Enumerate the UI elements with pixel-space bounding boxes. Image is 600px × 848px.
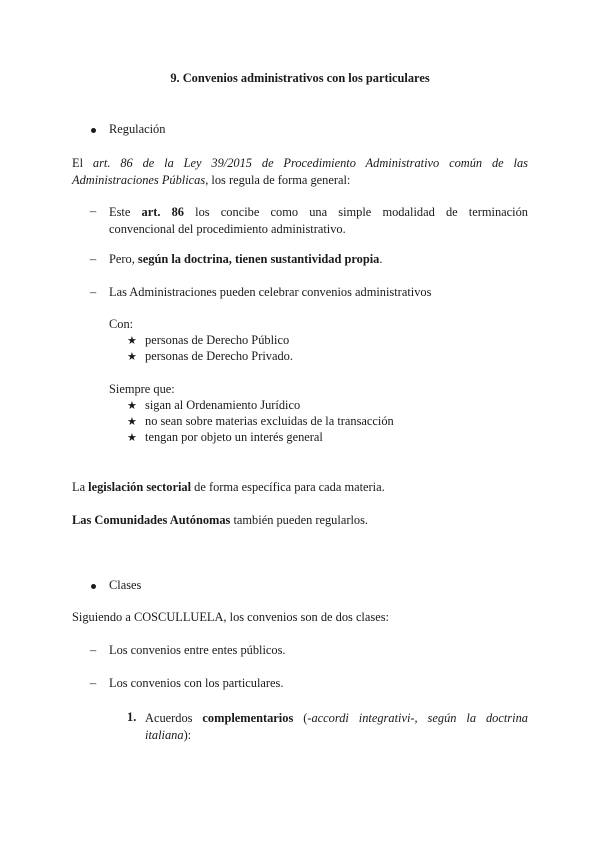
regulacion-intro: El art. 86 de la Ley 39/2015 de Procedimiento Administrativo común de las Administraciones Públicas, los regula de forma general: bbox=[72, 156, 529, 187]
dash-icon: – bbox=[90, 204, 97, 218]
siempre-item: no sean sobre materias excluidas de la transacción bbox=[145, 414, 394, 428]
dash-item-doctrina: Pero, según la doctrina, tienen sustantividad propia. bbox=[109, 252, 383, 266]
con-item: personas de Derecho Privado. bbox=[145, 349, 293, 363]
dash-icon: – bbox=[90, 285, 97, 299]
dash-icon: – bbox=[90, 676, 97, 690]
section-heading-regulacion: Regulación bbox=[109, 122, 166, 136]
star-icon: ★ bbox=[127, 399, 137, 412]
numbered-item-complementarios: Acuerdos complementarios (-accordi integrativi-, según la doctrina italiana): bbox=[145, 711, 528, 742]
star-icon: ★ bbox=[127, 431, 137, 444]
dash-icon: – bbox=[90, 643, 97, 657]
clases-intro: Siguiendo a COSCULLUELA, los convenios son de dos clases: bbox=[72, 610, 389, 624]
star-icon: ★ bbox=[127, 415, 137, 428]
list-number: 1. bbox=[127, 710, 137, 724]
section-heading-clases: Clases bbox=[109, 578, 142, 592]
siempre-item: tengan por objeto un interés general bbox=[145, 430, 323, 444]
dash-item-particulares: Los convenios con los particulares. bbox=[109, 676, 284, 690]
siempre-label: Siempre que: bbox=[109, 382, 175, 396]
dash-item-art86: Este art. 86 los concibe como una simple modalidad de terminación convencional del procedimiento administrativo. bbox=[109, 205, 528, 236]
star-icon: ★ bbox=[127, 350, 137, 363]
comunidades-paragraph: Las Comunidades Autónomas también pueden regularlos. bbox=[72, 513, 369, 527]
legislacion-paragraph: La legislación sectorial de forma específica para cada materia. bbox=[72, 480, 385, 494]
page-title: 9. Convenios administrativos con los particulares bbox=[170, 71, 430, 85]
siempre-item: sigan al Ordenamiento Jurídico bbox=[145, 398, 301, 412]
bullet-icon bbox=[91, 128, 96, 133]
dash-item-administraciones: Las Administraciones pueden celebrar convenios administrativos bbox=[109, 285, 432, 299]
con-item: personas de Derecho Público bbox=[145, 333, 290, 347]
star-icon: ★ bbox=[127, 334, 137, 347]
con-label: Con: bbox=[109, 317, 134, 331]
dash-item-entes-publicos: Los convenios entre entes públicos. bbox=[109, 643, 286, 657]
bullet-icon bbox=[91, 584, 96, 589]
dash-icon: – bbox=[90, 252, 97, 266]
